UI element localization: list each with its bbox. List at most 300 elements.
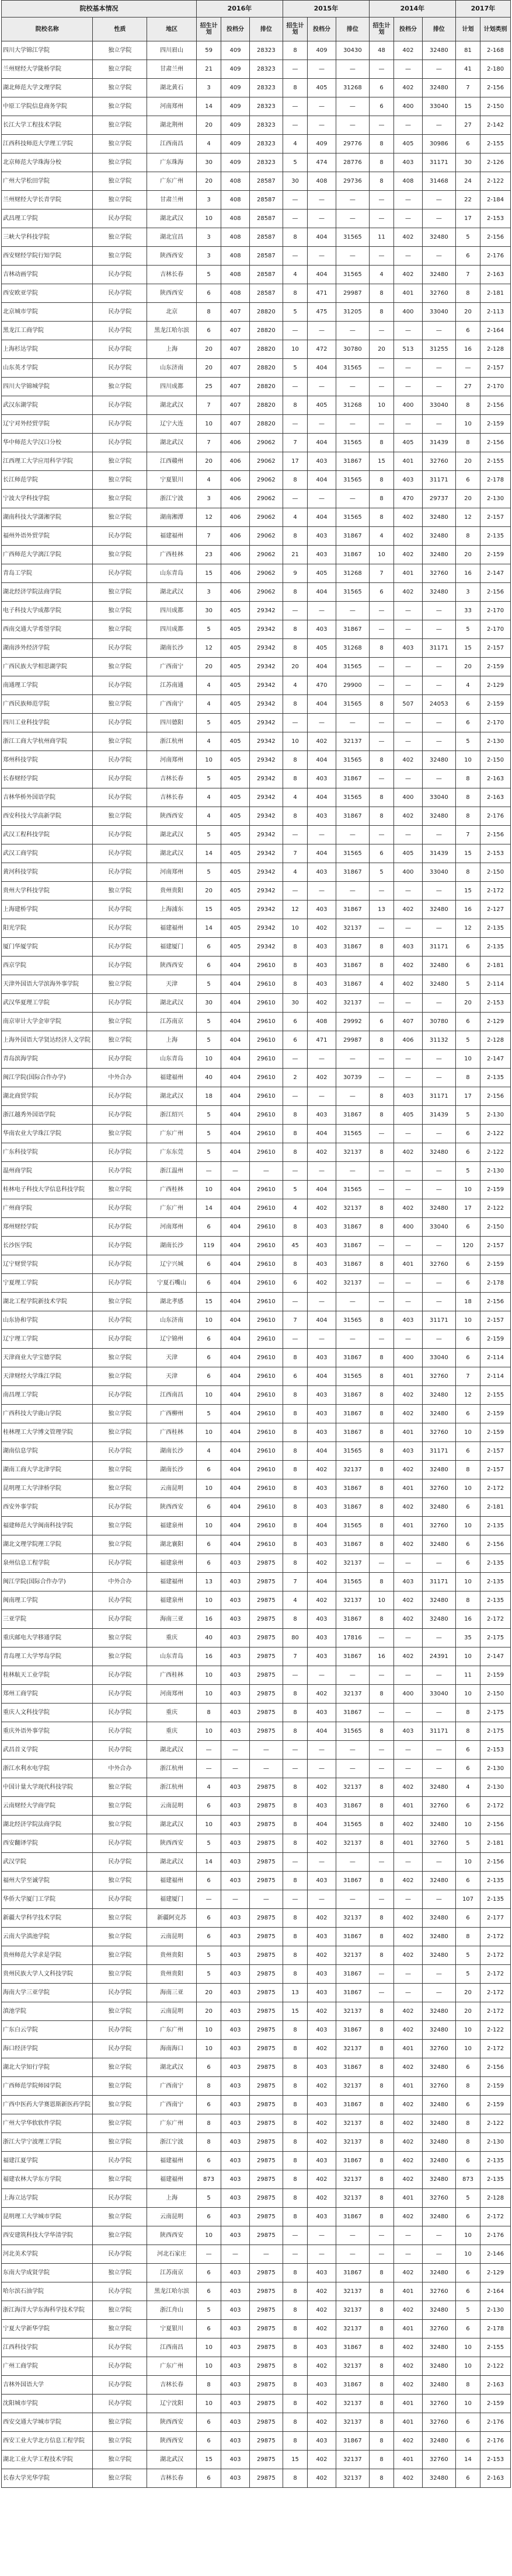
plan-2014-cell: 8 — [369, 1106, 393, 1125]
plan-2014-cell: — — [369, 1965, 393, 1984]
plan-2014-cell: 8 — [369, 2189, 393, 2208]
nature-cell: 民办学院 — [93, 1106, 147, 1125]
nature-cell: 民办学院 — [93, 303, 147, 322]
rank-2015-cell: 29736 — [336, 172, 369, 191]
plan-2014-cell: 8 — [369, 2021, 393, 2040]
rank-2016-cell: 29062 — [249, 434, 283, 452]
school-name-cell: 四川大学锦城学院 — [2, 378, 93, 396]
rank-2014-cell: — — [422, 1237, 455, 1255]
plan-2016-cell: 5 — [196, 1031, 221, 1050]
region-cell: 陕西西安 — [147, 807, 197, 826]
rank-2015-cell: 31867 — [336, 1984, 369, 2002]
code-2017-cell: 2-159 — [480, 695, 511, 714]
code-2017-cell: 2-153 — [480, 210, 511, 228]
nature-cell: 民办学院 — [93, 2189, 147, 2208]
plan-2015-cell: 10 — [283, 340, 307, 359]
score-2015-cell: 404 — [308, 359, 336, 378]
score-2015-cell: 405 — [308, 564, 336, 583]
nature-cell: 民办学院 — [93, 266, 147, 284]
plan-2014-cell: — — [369, 826, 393, 844]
rank-2014-cell: — — [422, 1704, 455, 1722]
plan-2014-cell: 8 — [369, 1778, 393, 1797]
plan-2016-cell: 10 — [196, 210, 221, 228]
plan-2017-cell: 6 — [455, 2320, 480, 2338]
plan-2015-cell: 7 — [283, 1311, 307, 1330]
school-name-cell: 广西民族大学相思湖学院 — [2, 658, 93, 676]
rank-2016-cell: 29875 — [249, 1591, 283, 1610]
rank-2015-cell: — — [336, 2226, 369, 2245]
plan-2016-cell: 10 — [196, 1050, 221, 1069]
rank-2016-cell: — — [249, 1890, 283, 1909]
plan-2014-cell: 8 — [369, 2170, 393, 2189]
region-cell: 山东济南 — [147, 1311, 197, 1330]
score-2016-cell: 405 — [221, 602, 250, 620]
rank-2014-cell: 32760 — [422, 564, 455, 583]
plan-2016-cell: 10 — [196, 1816, 221, 1834]
plan-2016-cell: 6 — [196, 1367, 221, 1386]
region-cell: 福建福州 — [147, 1573, 197, 1591]
plan-2016-cell: 6 — [196, 1218, 221, 1237]
region-cell: 湖北武汉 — [147, 2451, 197, 2469]
rank-2014-cell: 31171 — [422, 153, 455, 172]
rank-2016-cell: 29062 — [249, 508, 283, 527]
plan-2017-cell: 6 — [455, 957, 480, 975]
school-name-cell: 山东英才学院 — [2, 359, 93, 378]
rank-2015-cell: 31565 — [336, 844, 369, 863]
plan-2016-cell: 40 — [196, 1629, 221, 1647]
region-cell: 湖北武汉 — [147, 396, 197, 415]
plan-2016-cell: 6 — [196, 938, 221, 957]
rank-2014-cell: 32480 — [422, 807, 455, 826]
plan-2015-cell: 8 — [283, 2133, 307, 2152]
rank-2015-cell: 32137 — [336, 1778, 369, 1797]
score-2014-cell: — — [394, 322, 423, 340]
rank-2014-cell: 32760 — [422, 1517, 455, 1535]
table-row — [2, 957, 511, 975]
score-2015-cell: — — [308, 2226, 336, 2245]
nature-cell: 独立学院 — [93, 732, 147, 751]
table-row — [2, 1423, 511, 1442]
rank-2015-cell: 31867 — [336, 938, 369, 957]
score-2014-cell: 402 — [394, 2058, 423, 2077]
rank-2014-cell: 32480 — [422, 1461, 455, 1479]
table-row — [2, 1610, 511, 1629]
region-cell: 山东青岛 — [147, 1647, 197, 1666]
plan-2016-cell: 5 — [196, 1405, 221, 1423]
plan-2017-cell: 17 — [455, 210, 480, 228]
score-2015-cell: 402 — [308, 1461, 336, 1479]
code-2017-cell: 2-122 — [480, 2021, 511, 2040]
rank-2015-cell: 31867 — [336, 957, 369, 975]
rank-2016-cell: 29875 — [249, 2376, 283, 2395]
rank-2015-cell: 32137 — [336, 1909, 369, 1928]
score-2016-cell: 406 — [221, 583, 250, 602]
region-cell: 黑龙江哈尔滨 — [147, 322, 197, 340]
plan-2015-cell: 8 — [283, 1704, 307, 1722]
nature-cell: 民办学院 — [93, 770, 147, 788]
score-2014-cell: — — [394, 919, 423, 938]
school-name-cell: 云南财经大学商学院 — [2, 1797, 93, 1816]
rank-2015-cell: 32137 — [336, 2133, 369, 2152]
plan-2016-cell: 5 — [196, 863, 221, 882]
score-2016-cell: 403 — [221, 2114, 250, 2133]
plan-2015-cell: 8 — [283, 1423, 307, 1442]
code-2017-cell: 2-177 — [480, 1909, 511, 1928]
plan-2017-cell: 8 — [455, 788, 480, 807]
table-row — [2, 1330, 511, 1349]
rank-2015-cell: — — [336, 378, 369, 396]
nature-cell: 民办学院 — [93, 1704, 147, 1722]
table-row — [2, 2133, 511, 2152]
plan-2015-cell: 8 — [283, 527, 307, 546]
rank-2014-cell: 32760 — [422, 2040, 455, 2058]
score-2016-cell: 403 — [221, 1554, 250, 1573]
score-2015-cell: 402 — [308, 2282, 336, 2301]
plan-2015-cell: 8 — [283, 1816, 307, 1834]
rank-2016-cell: 29062 — [249, 452, 283, 471]
score-2015-cell: 404 — [308, 471, 336, 490]
code-2017-cell: 2-147 — [480, 1647, 511, 1666]
code-2017-cell: 2-157 — [480, 1237, 511, 1255]
nature-cell: 独立学院 — [93, 471, 147, 490]
plan-2015-cell: 10 — [283, 732, 307, 751]
score-2016-cell: — — [221, 1741, 250, 1760]
school-name-cell: 闽江学院(国际合作办学) — [2, 1069, 93, 1087]
plan-2014-cell: 8 — [369, 1685, 393, 1704]
nature-cell: 民办学院 — [93, 900, 147, 919]
rank-2015-cell: 32137 — [336, 1461, 369, 1479]
table-row — [2, 1928, 511, 1946]
score-2016-cell: 409 — [221, 116, 250, 135]
rank-2014-cell: — — [422, 378, 455, 396]
rank-2014-cell: — — [422, 676, 455, 695]
table-row — [2, 1293, 511, 1311]
plan-2017-cell: 6 — [455, 1554, 480, 1573]
rank-2015-cell: 31867 — [336, 770, 369, 788]
plan-2015-cell: 6 — [283, 1367, 307, 1386]
rank-2015-cell: 32137 — [336, 1199, 369, 1218]
rank-2015-cell: 31565 — [336, 1367, 369, 1386]
score-2015-cell: 403 — [308, 1610, 336, 1629]
school-name-cell: 广东白云学院 — [2, 2021, 93, 2040]
rank-2015-cell: — — [336, 1853, 369, 1872]
plan-2014-cell: 8 — [369, 1031, 393, 1050]
score-2015-cell: 402 — [308, 1909, 336, 1928]
plan-2016-cell: 6 — [196, 2469, 221, 2488]
code-2017-cell: 2-159 — [480, 1181, 511, 1199]
table-row — [2, 1535, 511, 1554]
plan-2017-cell: 6 — [455, 1013, 480, 1031]
score-2015-cell: 403 — [308, 1386, 336, 1405]
plan-2016-cell: 6 — [196, 1274, 221, 1293]
code-2017-cell: 2-146 — [480, 2245, 511, 2264]
plan-2017-cell: 6 — [455, 1535, 480, 1554]
code-2017-cell: 2-181 — [480, 957, 511, 975]
nature-cell: 独立学院 — [93, 191, 147, 210]
region-cell: 河南郑州 — [147, 863, 197, 882]
region-cell: 湖北宜昌 — [147, 228, 197, 247]
nature-cell: 民办学院 — [93, 2152, 147, 2170]
score-2016-cell: 407 — [221, 396, 250, 415]
nature-cell: 中外合办 — [93, 1573, 147, 1591]
rank-2015-cell: 31867 — [336, 1237, 369, 1255]
rank-2016-cell: 29342 — [249, 695, 283, 714]
rank-2016-cell: — — [249, 2245, 283, 2264]
code-2017-cell: 2-156 — [480, 1816, 511, 1834]
plan-2014-cell: — — [369, 714, 393, 732]
plan-2015-cell: 8 — [283, 583, 307, 602]
score-2014-cell: 507 — [394, 695, 423, 714]
code-2017-cell: 2-164 — [480, 2282, 511, 2301]
school-name-cell: 闽江学院(国际合作办学) — [2, 1573, 93, 1591]
score-2015-cell: — — [308, 60, 336, 79]
score-2016-cell: 406 — [221, 434, 250, 452]
region-cell: 吉林长春 — [147, 2469, 197, 2488]
score-2016-cell: 405 — [221, 676, 250, 695]
plan-2014-cell: 8 — [369, 172, 393, 191]
score-2015-cell: 403 — [308, 807, 336, 826]
plan-2015-cell: 8 — [283, 2413, 307, 2432]
region-cell: 新疆阿克苏 — [147, 1909, 197, 1928]
code-2017-cell: 2-159 — [480, 2096, 511, 2114]
rank-2016-cell: 28323 — [249, 60, 283, 79]
table-row — [2, 41, 511, 60]
plan-2015-cell: 8 — [283, 1685, 307, 1704]
plan-2016-cell: 10 — [196, 1479, 221, 1498]
table-row — [2, 471, 511, 490]
rank-2014-cell: 33040 — [422, 396, 455, 415]
score-2015-cell: 403 — [308, 2432, 336, 2451]
region-cell: 云南昆明 — [147, 2208, 197, 2226]
code-2017-cell: 2-135 — [480, 2152, 511, 2170]
score-2016-cell: 403 — [221, 2040, 250, 2058]
region-cell: 湖北武汉 — [147, 1853, 197, 1872]
score-2016-cell: 403 — [221, 2282, 250, 2301]
region-cell: 浙江杭州 — [147, 732, 197, 751]
rank-2015-cell: 31867 — [336, 1704, 369, 1722]
plan-2016-cell: 8 — [196, 2133, 221, 2152]
rank-2014-cell: 32480 — [422, 751, 455, 770]
score-2015-cell: 403 — [308, 1106, 336, 1125]
score-2015-cell: 404 — [308, 508, 336, 527]
region-cell: 辽宁沈阳 — [147, 2395, 197, 2413]
rank-2015-cell: — — [336, 1330, 369, 1349]
plan-2017-cell: 10 — [455, 2338, 480, 2357]
table-row — [2, 340, 511, 359]
region-cell: 陕西西安 — [147, 957, 197, 975]
score-2015-cell: — — [308, 1890, 336, 1909]
plan-2017-cell: 24 — [455, 172, 480, 191]
score-2014-cell: — — [394, 1069, 423, 1087]
plan-2015-cell: 7 — [283, 1573, 307, 1591]
plan-2016-cell: 20 — [196, 359, 221, 378]
plan-2015-cell: 21 — [283, 546, 307, 564]
school-name-cell: 厦门华厦学院 — [2, 938, 93, 957]
region-cell: 湖北武汉 — [147, 1087, 197, 1106]
score-2015-cell: — — [308, 191, 336, 210]
plan-2017-cell: 6 — [455, 714, 480, 732]
rank-2016-cell: 29610 — [249, 975, 283, 994]
table-row — [2, 695, 511, 714]
rank-2016-cell: 29610 — [249, 1498, 283, 1517]
school-name-cell: 长春大学光华学院 — [2, 2469, 93, 2488]
plan-2017-cell: 12 — [455, 919, 480, 938]
plan-2015-cell: 10 — [283, 919, 307, 938]
plan-2017-cell: 5 — [455, 1162, 480, 1181]
rank-2016-cell: 29875 — [249, 2208, 283, 2226]
rank-2015-cell: 31565 — [336, 434, 369, 452]
plan-2015-cell: 8 — [283, 471, 307, 490]
plan-2017-cell: 10 — [455, 2226, 480, 2245]
region-cell: 福建福州 — [147, 919, 197, 938]
plan-2015-cell: 8 — [283, 1405, 307, 1423]
score-2014-cell: 470 — [394, 490, 423, 508]
rank-2014-cell: — — [422, 826, 455, 844]
plan-2016-cell: 20 — [196, 172, 221, 191]
plan-2015-cell: 8 — [283, 79, 307, 97]
school-name-cell: 三亚学院 — [2, 1610, 93, 1629]
table-row — [2, 1965, 511, 1984]
region-cell: 四川眉山 — [147, 41, 197, 60]
plan-2016-cell: 5 — [196, 770, 221, 788]
score-2015-cell: 403 — [308, 1797, 336, 1816]
region-cell: 云南昆明 — [147, 1479, 197, 1498]
school-name-cell: 吉林华桥外国语学院 — [2, 788, 93, 807]
rank-2014-cell: 32480 — [422, 546, 455, 564]
col-plan-2015: 招生计划 — [283, 18, 307, 41]
score-2016-cell: 403 — [221, 2320, 250, 2338]
nature-cell: 民办学院 — [93, 1610, 147, 1629]
rank-2015-cell: 31867 — [336, 1797, 369, 1816]
plan-2014-cell: 6 — [369, 79, 393, 97]
plan-2017-cell: 27 — [455, 116, 480, 135]
plan-2015-cell: 4 — [283, 266, 307, 284]
plan-2017-cell: 6 — [455, 1760, 480, 1778]
nature-cell: 独立学院 — [93, 1517, 147, 1535]
rank-2015-cell: 31867 — [336, 900, 369, 919]
code-2017-cell: 2-172 — [480, 1610, 511, 1629]
nature-cell: 民办学院 — [93, 1890, 147, 1909]
plan-2014-cell: — — [369, 247, 393, 266]
score-2015-cell: — — [308, 247, 336, 266]
plan-2014-cell: 8 — [369, 1367, 393, 1386]
table-row — [2, 1946, 511, 1965]
code-2017-cell: 2-159 — [480, 1255, 511, 1274]
score-2016-cell: 403 — [221, 1853, 250, 1872]
score-2015-cell: 403 — [308, 863, 336, 882]
region-cell: 陕西西安 — [147, 1498, 197, 1517]
plan-2016-cell: 3 — [196, 247, 221, 266]
score-2016-cell: — — [221, 1162, 250, 1181]
nature-cell: 民办学院 — [93, 1685, 147, 1704]
plan-2016-cell: 5 — [196, 975, 221, 994]
plan-2014-cell: — — [369, 1629, 393, 1647]
nature-cell: 中外合办 — [93, 1760, 147, 1778]
table-row — [2, 2114, 511, 2133]
score-2015-cell: 408 — [308, 172, 336, 191]
plan-2016-cell: 6 — [196, 1872, 221, 1890]
school-name-cell: 广西师范学院师园学院 — [2, 2077, 93, 2096]
rank-2014-cell: 32480 — [422, 2058, 455, 2077]
region-cell: 云南昆明 — [147, 1797, 197, 1816]
region-cell: 湖北武汉 — [147, 1816, 197, 1834]
rank-2014-cell: 32480 — [422, 228, 455, 247]
score-2014-cell: 401 — [394, 284, 423, 303]
score-2015-cell: 403 — [308, 1237, 336, 1255]
score-2016-cell: 403 — [221, 1647, 250, 1666]
score-2014-cell: — — [394, 1890, 423, 1909]
plan-2016-cell: 4 — [196, 676, 221, 695]
school-name-cell: 南京审计大学金审学院 — [2, 1013, 93, 1031]
school-name-cell: 广州工商学院 — [2, 2357, 93, 2376]
plan-2014-cell: 8 — [369, 471, 393, 490]
score-2016-cell: 404 — [221, 1423, 250, 1442]
plan-2017-cell: 5 — [455, 732, 480, 751]
rank-2015-cell: 31268 — [336, 639, 369, 658]
rank-2016-cell: 29875 — [249, 1778, 283, 1797]
plan-2015-cell: 8 — [283, 2395, 307, 2413]
plan-2016-cell: 15 — [196, 2451, 221, 2469]
score-2015-cell: — — [308, 714, 336, 732]
score-2014-cell: 402 — [394, 527, 423, 546]
score-2014-cell: — — [394, 658, 423, 676]
table-row — [2, 602, 511, 620]
table-row — [2, 1255, 511, 1274]
code-2017-cell: 2-163 — [480, 2376, 511, 2395]
plan-2016-cell: 13 — [196, 1573, 221, 1591]
score-2015-cell: 403 — [308, 1647, 336, 1666]
rank-2014-cell: — — [422, 2245, 455, 2264]
table-row — [2, 1573, 511, 1591]
score-2015-cell: 404 — [308, 228, 336, 247]
code-2017-cell: 2-159 — [480, 658, 511, 676]
school-name-cell: 武汉华夏理工学院 — [2, 994, 93, 1013]
plan-2016-cell: 3 — [196, 490, 221, 508]
score-2015-cell: 402 — [308, 732, 336, 751]
table-row — [2, 191, 511, 210]
score-2016-cell: 404 — [221, 1349, 250, 1367]
school-name-cell: 桂林电子科技大学信息科技学院 — [2, 1181, 93, 1199]
rank-2014-cell: 32480 — [422, 1872, 455, 1890]
score-2015-cell: 403 — [308, 620, 336, 639]
score-2015-cell: — — [308, 1330, 336, 1349]
rank-2016-cell: 28820 — [249, 415, 283, 434]
region-cell: 广东广州 — [147, 2021, 197, 2040]
table-row — [2, 452, 511, 471]
rank-2014-cell: 31439 — [422, 1106, 455, 1125]
score-2014-cell: — — [394, 191, 423, 210]
score-2015-cell: — — [308, 1760, 336, 1778]
code-2017-cell: 2-129 — [480, 1013, 511, 1031]
nature-cell: 民办学院 — [93, 2376, 147, 2395]
score-2014-cell: 400 — [394, 863, 423, 882]
region-cell: 重庆 — [147, 1704, 197, 1722]
nature-cell: 独立学院 — [93, 1647, 147, 1666]
rank-2016-cell: 29610 — [249, 1367, 283, 1386]
score-2015-cell: 403 — [308, 1218, 336, 1237]
plan-2016-cell: 14 — [196, 844, 221, 863]
plan-2015-cell: 8 — [283, 2376, 307, 2395]
plan-2015-cell: — — [283, 60, 307, 79]
plan-2015-cell: 8 — [283, 620, 307, 639]
nature-cell: 独立学院 — [93, 490, 147, 508]
plan-2014-cell: 8 — [369, 938, 393, 957]
rank-2016-cell: 28323 — [249, 97, 283, 116]
table-row — [2, 788, 511, 807]
rank-2014-cell: 31171 — [422, 1311, 455, 1330]
plan-2014-cell: 8 — [369, 1872, 393, 1890]
rank-2015-cell: — — [336, 714, 369, 732]
